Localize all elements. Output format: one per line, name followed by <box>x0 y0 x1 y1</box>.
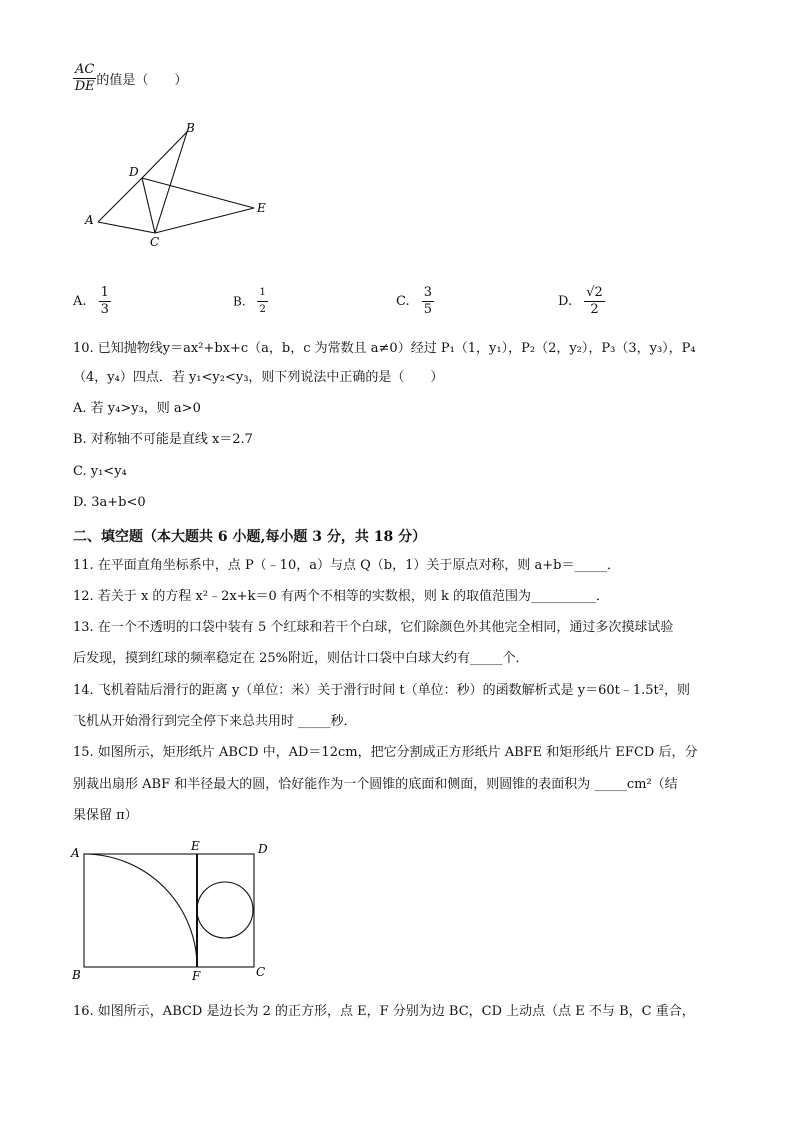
segment-ad <box>98 178 142 222</box>
q10-option-d: D. 3a+b<0 <box>73 495 146 510</box>
q9-option-d <box>558 285 605 318</box>
label-e: E <box>191 839 200 853</box>
section-title: 二、填空题（本大题共 6 小题,每小题 3 分，共 18 分） <box>73 529 427 545</box>
q15-line-1: 15. 如图所示，矩形纸片 ABCD 中，AD＝12cm，把它分割成正方形纸片 ABFE 和矩形纸片 EFCD 后，分 <box>73 745 698 760</box>
q9-frac-numerator: AC <box>75 62 95 77</box>
rectangle-abcd <box>84 854 254 967</box>
q13-line-2: 后发现，摸到红球的频率稳定在 25%附近，则估计口袋中白球大约有_____个． <box>73 651 529 666</box>
q13-line-1: 13. 在一个不透明的口袋中装有 5 个红球和若干个白球，它们除颜色外其他完全相同，通过多次摸球试验 <box>73 620 674 635</box>
q9-figure <box>80 118 280 253</box>
label-f: F <box>192 969 201 983</box>
q9-stem <box>73 62 187 95</box>
q9-stem-text: 的值是（ ） <box>96 73 188 88</box>
frac-numerator: √2 <box>586 285 603 300</box>
frac-numerator: 1 <box>257 285 267 302</box>
label-d: D <box>258 842 268 856</box>
label-a: A <box>71 846 80 860</box>
frac-denominator: 5 <box>423 302 433 317</box>
q14-line-2: 飞机从开始滑行到完全停下来总共用时 _____秒． <box>73 714 357 729</box>
option-fraction <box>584 285 605 318</box>
label-c: C <box>256 965 266 979</box>
q16-text: 16. 如图所示，ABCD 是边长为 2 的正方形，点 E，F 分别为边 BC，CD 上动点（点 E 不与 B，C 重合， <box>73 1004 695 1019</box>
label-b: B <box>186 121 195 135</box>
frac-denominator: 2 <box>590 302 599 317</box>
q11-text: 11. 在平面直角坐标系中，点 P（﹣10，a）与点 Q（b，1）关于原点对称，则 a+b＝_____． <box>73 558 620 573</box>
q15-figure <box>68 838 278 983</box>
label-d: D <box>129 165 139 179</box>
option-letter: C. <box>396 294 410 309</box>
label-a: A <box>85 213 94 227</box>
q9-option-c <box>396 285 434 318</box>
q9-option-b <box>233 285 268 318</box>
q10-option-a: A. 若 y₄>y₃，则 a>0 <box>73 401 201 416</box>
frac-numerator: 3 <box>423 285 433 300</box>
label-b: B <box>72 968 81 982</box>
label-e: E <box>257 201 266 215</box>
segment-ce <box>155 208 254 233</box>
q10-option-c: C. y₁<y₄ <box>73 464 127 479</box>
option-letter: A. <box>73 294 87 309</box>
segment-de <box>142 178 254 208</box>
frac-numerator: 1 <box>100 285 109 300</box>
q9-frac-denominator: DE <box>74 79 95 94</box>
q15-line-3: 果保留 π） <box>73 808 138 823</box>
q9-option-a <box>73 285 111 318</box>
q9-fraction <box>73 62 96 95</box>
frac-denominator: 3 <box>100 302 109 317</box>
label-c: C <box>150 235 160 249</box>
option-fraction <box>422 285 434 318</box>
q10-option-b: B. 对称轴不可能是直线 x＝2.7 <box>73 432 253 447</box>
frac-denominator: 2 <box>259 304 266 315</box>
option-letter: D. <box>558 294 573 309</box>
q12-text: 12. 若关于 x 的方程 x²﹣2x+k＝0 有两个不相等的实数根，则 k 的取值范围为__________． <box>73 589 609 604</box>
q10-line-1: 10. 已知抛物线y＝ax²+bx+c（a，b，c 为常数且 a≠0）经过 P₁（1，y₁），P₂（2，y₂），P₃（3，y₃），P₄ <box>73 341 696 356</box>
q10-line-2: （4，y₄）四点．若 y₁<y₂<y₃，则下列说法中正确的是（ ） <box>73 370 444 385</box>
option-letter: B. <box>233 294 246 309</box>
segment-ac <box>98 222 155 233</box>
q14-line-1: 14. 飞机着陆后滑行的距离 y（单位：米）关于滑行时间 t（单位：秒）的函数解析式是 y＝60t﹣1.5t²，则 <box>73 683 690 698</box>
segment-dc <box>142 178 155 233</box>
inscribed-circle <box>197 882 253 938</box>
option-fraction <box>99 285 111 318</box>
q15-line-2: 别裁出扇形 ABF 和半径最大的圆，恰好能作为一个圆锥的底面和侧面，则圆锥的表面积为 _____cm²（结 <box>73 777 678 792</box>
sector-arc-af <box>84 854 197 967</box>
option-fraction <box>257 285 267 318</box>
